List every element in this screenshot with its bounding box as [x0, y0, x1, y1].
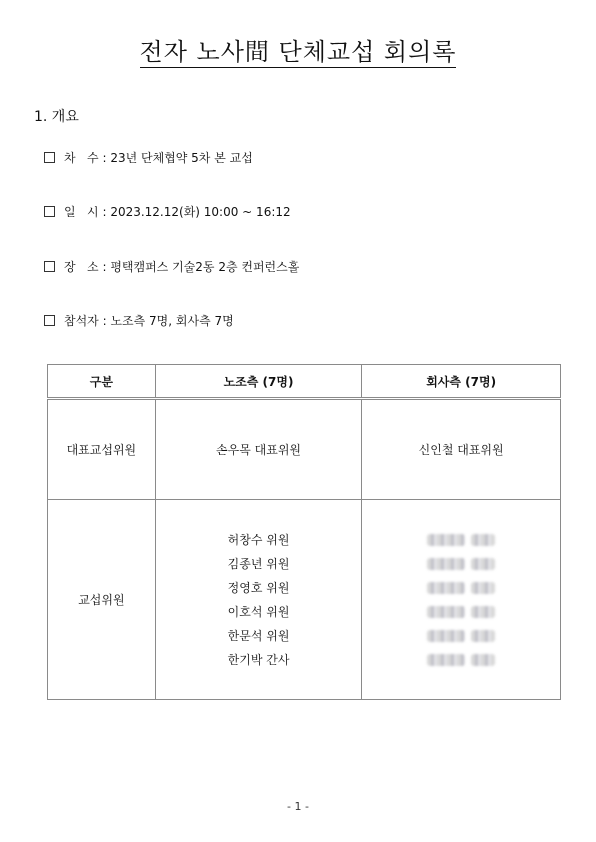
- union-member: 한기박 간사: [227, 652, 290, 667]
- redaction-blur: [427, 654, 465, 666]
- redaction-blur: [471, 534, 495, 546]
- row-category: 교섭위원: [48, 500, 156, 700]
- info-attendees: 참석자 : 노조측 7명, 회사측 7명: [44, 312, 234, 329]
- union-member: 이호석 위원: [227, 604, 290, 619]
- union-member: 정영호 위원: [227, 580, 290, 595]
- header-company: 회사측 (7명): [362, 365, 561, 399]
- checkbox-square-icon: [44, 152, 55, 163]
- info-location: 장 소 : 평택캠퍼스 기술2동 2층 컨퍼런스홀: [44, 258, 299, 275]
- info-round: 차 수 : 23년 단체협약 5차 본 교섭: [44, 149, 253, 166]
- checkbox-square-icon: [44, 315, 55, 326]
- union-member: 한문석 위원: [227, 628, 290, 643]
- union-member: 김종년 위원: [227, 556, 290, 571]
- redaction-blur: [427, 582, 465, 594]
- redaction-blur: [427, 534, 465, 546]
- redacted-name: [427, 576, 495, 600]
- redacted-name: [427, 528, 495, 552]
- attendee-table: [47, 364, 561, 700]
- section-heading: 1. 개요: [34, 109, 79, 125]
- page-number: - 1 -: [287, 800, 309, 813]
- table-row: [48, 500, 561, 700]
- union-member: 허창수 위원: [227, 532, 290, 547]
- redaction-blur: [427, 606, 465, 618]
- company-representative: 신인철 대표위원: [362, 399, 561, 500]
- redaction-blur: [471, 558, 495, 570]
- info-datetime: 일 시 : 2023.12.12(화) 10:00 ~ 16:12: [44, 203, 291, 220]
- header-union: 노조측 (7명): [155, 365, 362, 399]
- header-category: 구분: [48, 365, 156, 399]
- document-title: 전자 노사間 단체교섭 회의록: [139, 38, 457, 66]
- redaction-blur: [471, 606, 495, 618]
- redaction-blur: [471, 654, 495, 666]
- redacted-name: [427, 648, 495, 672]
- redacted-name: [427, 552, 495, 576]
- redaction-blur: [471, 582, 495, 594]
- redaction-blur: [427, 558, 465, 570]
- union-members: [155, 500, 362, 700]
- union-representative: 손우목 대표위원: [155, 399, 362, 500]
- checkbox-square-icon: [44, 261, 55, 272]
- redacted-name: [427, 600, 495, 624]
- checkbox-square-icon: [44, 206, 55, 217]
- table-header-row: [48, 365, 561, 399]
- row-category: 대표교섭위원: [48, 399, 156, 500]
- redaction-blur: [471, 630, 495, 642]
- redaction-blur: [427, 630, 465, 642]
- redacted-name: [427, 624, 495, 648]
- table-row: [48, 399, 561, 500]
- company-members-redacted: [362, 500, 561, 700]
